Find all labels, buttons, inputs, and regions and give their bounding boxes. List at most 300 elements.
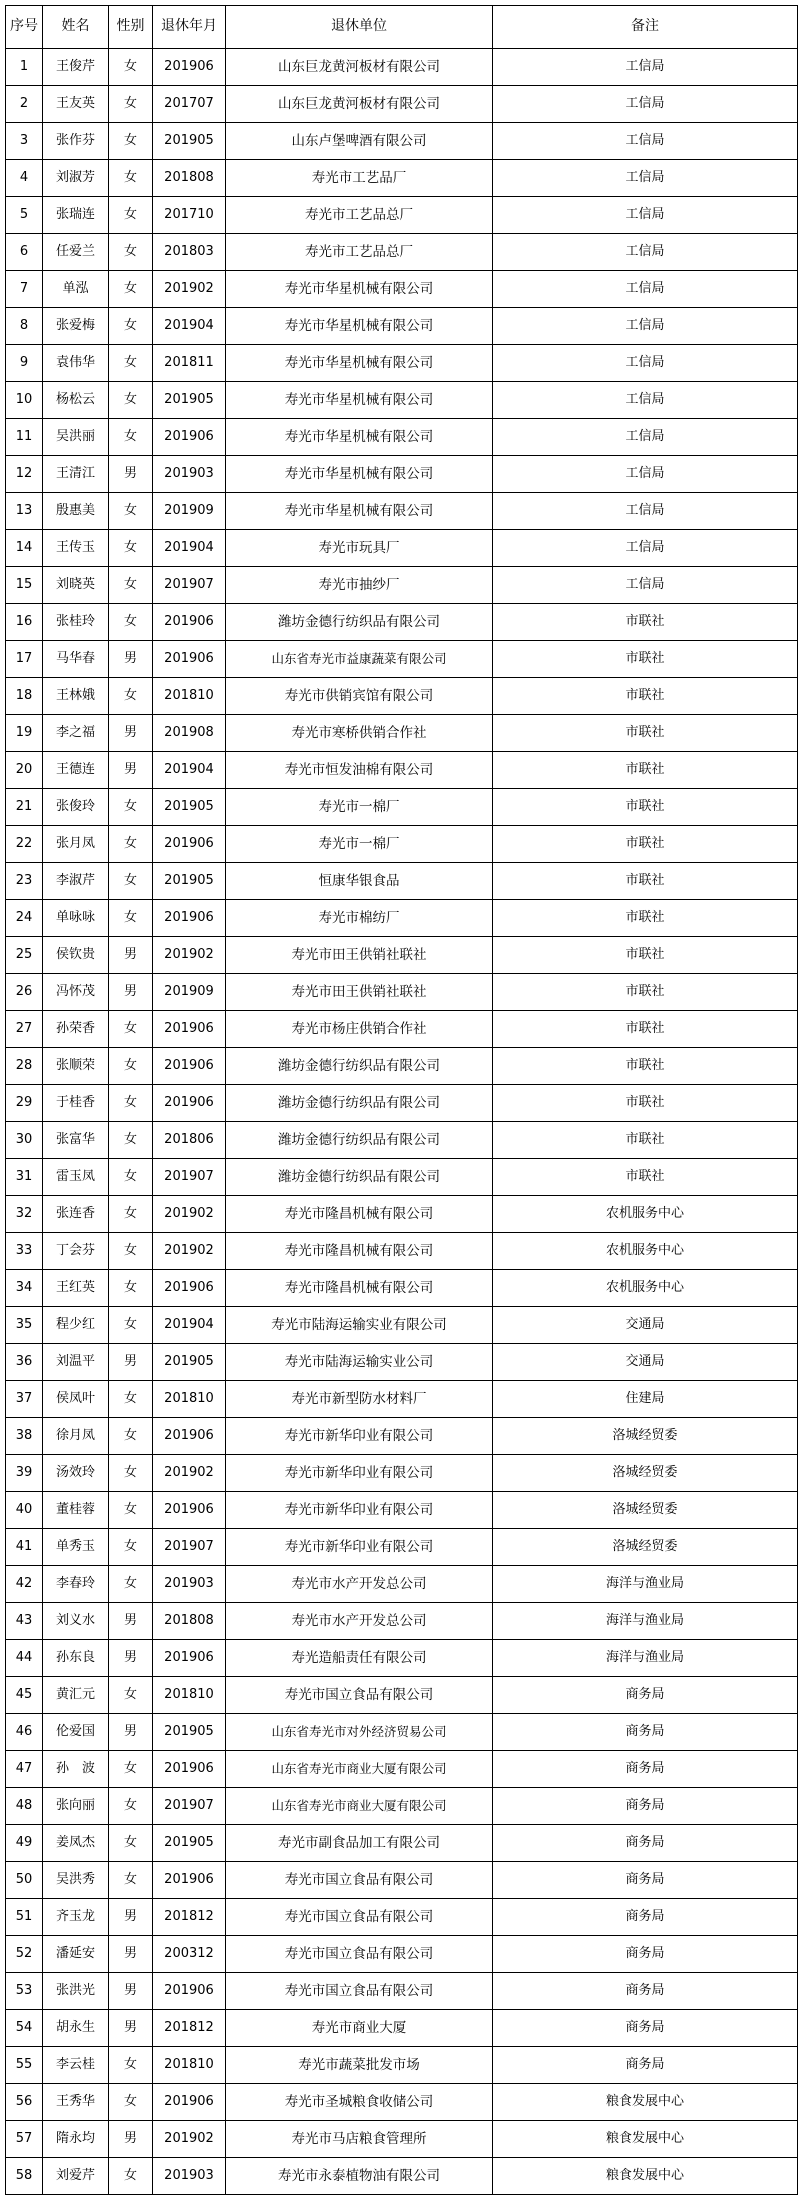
cell-serial-no: 40 [6, 1492, 43, 1529]
table-row [6, 49, 798, 86]
table-row [6, 1714, 798, 1751]
cell-serial-no: 48 [6, 1788, 43, 1825]
cell-remarks: 市联社 [493, 715, 798, 752]
cell-retire-unit: 山东省寿光市对外经济贸易公司 [226, 1714, 493, 1751]
cell-retire-date: 201902 [153, 1233, 226, 1270]
cell-retire-unit: 寿光市田王供销社联社 [226, 937, 493, 974]
header-retire-unit: 退休单位 [226, 6, 493, 49]
cell-retire-date: 201906 [153, 1270, 226, 1307]
cell-retire-unit: 寿光市蔬菜批发市场 [226, 2047, 493, 2084]
cell-retire-date: 201812 [153, 1899, 226, 1936]
cell-name: 程少红 [43, 1307, 109, 1344]
table-row [6, 715, 798, 752]
cell-retire-date: 201810 [153, 1677, 226, 1714]
table-row [6, 530, 798, 567]
table-row [6, 382, 798, 419]
cell-retire-unit: 寿光市华星机械有限公司 [226, 419, 493, 456]
cell-serial-no: 29 [6, 1085, 43, 1122]
cell-remarks: 商务局 [493, 1677, 798, 1714]
cell-remarks: 工信局 [493, 567, 798, 604]
cell-name: 孙东良 [43, 1640, 109, 1677]
cell-retire-date: 201906 [153, 1011, 226, 1048]
cell-gender: 女 [109, 1159, 153, 1196]
cell-remarks: 洛城经贸委 [493, 1418, 798, 1455]
cell-serial-no: 45 [6, 1677, 43, 1714]
cell-name: 单咏咏 [43, 900, 109, 937]
cell-name: 于桂香 [43, 1085, 109, 1122]
cell-remarks: 海洋与渔业局 [493, 1566, 798, 1603]
cell-gender: 女 [109, 1529, 153, 1566]
table-row [6, 456, 798, 493]
table-row [6, 1677, 798, 1714]
cell-serial-no: 46 [6, 1714, 43, 1751]
table-row [6, 1751, 798, 1788]
cell-retire-unit: 寿光市华星机械有限公司 [226, 456, 493, 493]
table-row [6, 937, 798, 974]
cell-retire-unit: 寿光市水产开发总公司 [226, 1566, 493, 1603]
cell-remarks: 农机服务中心 [493, 1196, 798, 1233]
cell-name: 刘爱芹 [43, 2158, 109, 2195]
cell-retire-unit: 寿光市新型防水材料厂 [226, 1381, 493, 1418]
cell-retire-unit: 寿光市国立食品有限公司 [226, 1677, 493, 1714]
cell-remarks: 市联社 [493, 752, 798, 789]
cell-retire-date: 201903 [153, 456, 226, 493]
cell-retire-unit: 寿光市棉纺厂 [226, 900, 493, 937]
cell-remarks: 市联社 [493, 937, 798, 974]
cell-gender: 女 [109, 123, 153, 160]
table-row [6, 1899, 798, 1936]
cell-retire-unit: 寿光市隆昌机械有限公司 [226, 1270, 493, 1307]
cell-gender: 女 [109, 1825, 153, 1862]
cell-serial-no: 28 [6, 1048, 43, 1085]
cell-retire-date: 201906 [153, 2084, 226, 2121]
cell-remarks: 市联社 [493, 604, 798, 641]
cell-retire-unit: 寿光市陆海运输实业公司 [226, 1344, 493, 1381]
cell-retire-date: 201906 [153, 641, 226, 678]
cell-name: 任爱兰 [43, 234, 109, 271]
cell-retire-unit: 寿光市华星机械有限公司 [226, 382, 493, 419]
cell-gender: 男 [109, 1899, 153, 1936]
cell-name: 张瑞连 [43, 197, 109, 234]
cell-retire-unit: 寿光市一棉厂 [226, 789, 493, 826]
cell-remarks: 交通局 [493, 1344, 798, 1381]
cell-gender: 女 [109, 345, 153, 382]
cell-remarks: 工信局 [493, 197, 798, 234]
cell-gender: 女 [109, 1270, 153, 1307]
cell-serial-no: 4 [6, 160, 43, 197]
table-row [6, 493, 798, 530]
cell-serial-no: 35 [6, 1307, 43, 1344]
cell-retire-date: 201904 [153, 752, 226, 789]
table-row [6, 1159, 798, 1196]
cell-retire-date: 201906 [153, 1862, 226, 1899]
cell-serial-no: 52 [6, 1936, 43, 1973]
cell-serial-no: 33 [6, 1233, 43, 1270]
cell-remarks: 市联社 [493, 789, 798, 826]
cell-gender: 男 [109, 1603, 153, 1640]
cell-remarks: 市联社 [493, 826, 798, 863]
cell-gender: 女 [109, 1381, 153, 1418]
cell-retire-unit: 寿光市圣城粮食收储公司 [226, 2084, 493, 2121]
table-row [6, 1640, 798, 1677]
cell-remarks: 工信局 [493, 123, 798, 160]
cell-retire-date: 201905 [153, 123, 226, 160]
cell-gender: 女 [109, 493, 153, 530]
table-row [6, 1492, 798, 1529]
cell-remarks: 市联社 [493, 974, 798, 1011]
cell-serial-no: 2 [6, 86, 43, 123]
header-remarks: 备注 [493, 6, 798, 49]
cell-retire-unit: 寿光市华星机械有限公司 [226, 345, 493, 382]
cell-serial-no: 41 [6, 1529, 43, 1566]
cell-name: 雷玉凤 [43, 1159, 109, 1196]
cell-serial-no: 5 [6, 197, 43, 234]
cell-retire-unit: 寿光市一棉厂 [226, 826, 493, 863]
cell-remarks: 市联社 [493, 1122, 798, 1159]
cell-name: 齐玉龙 [43, 1899, 109, 1936]
cell-name: 姜凤杰 [43, 1825, 109, 1862]
cell-remarks: 粮食发展中心 [493, 2121, 798, 2158]
cell-retire-date: 201904 [153, 530, 226, 567]
cell-retire-unit: 寿光造船责任有限公司 [226, 1640, 493, 1677]
cell-retire-date: 201902 [153, 2121, 226, 2158]
cell-gender: 女 [109, 1011, 153, 1048]
cell-retire-date: 201906 [153, 1640, 226, 1677]
cell-name: 刘晓英 [43, 567, 109, 604]
cell-gender: 男 [109, 715, 153, 752]
cell-retire-unit: 潍坊金德行纺织品有限公司 [226, 1122, 493, 1159]
cell-name: 刘淑芳 [43, 160, 109, 197]
cell-remarks: 商务局 [493, 1862, 798, 1899]
cell-retire-date: 201907 [153, 567, 226, 604]
cell-retire-unit: 寿光市永泰植物油有限公司 [226, 2158, 493, 2195]
cell-retire-unit: 寿光市供销宾馆有限公司 [226, 678, 493, 715]
cell-retire-date: 201905 [153, 1714, 226, 1751]
cell-serial-no: 50 [6, 1862, 43, 1899]
table-row [6, 271, 798, 308]
cell-retire-unit: 恒康华银食品 [226, 863, 493, 900]
cell-serial-no: 1 [6, 49, 43, 86]
cell-remarks: 工信局 [493, 49, 798, 86]
cell-remarks: 粮食发展中心 [493, 2158, 798, 2195]
cell-name: 殷惠美 [43, 493, 109, 530]
cell-name: 王清江 [43, 456, 109, 493]
cell-name: 张顺荣 [43, 1048, 109, 1085]
cell-retire-unit: 寿光市工艺品厂 [226, 160, 493, 197]
cell-retire-date: 200312 [153, 1936, 226, 1973]
cell-gender: 女 [109, 1455, 153, 1492]
cell-serial-no: 3 [6, 123, 43, 160]
cell-retire-unit: 寿光市华星机械有限公司 [226, 493, 493, 530]
cell-retire-date: 201905 [153, 863, 226, 900]
table-row [6, 1418, 798, 1455]
cell-serial-no: 22 [6, 826, 43, 863]
cell-retire-unit: 寿光市抽纱厂 [226, 567, 493, 604]
cell-serial-no: 19 [6, 715, 43, 752]
header-name: 姓名 [43, 6, 109, 49]
cell-remarks: 市联社 [493, 678, 798, 715]
cell-serial-no: 23 [6, 863, 43, 900]
cell-gender: 女 [109, 826, 153, 863]
cell-gender: 女 [109, 1862, 153, 1899]
cell-retire-unit: 寿光市商业大厦 [226, 2010, 493, 2047]
cell-serial-no: 37 [6, 1381, 43, 1418]
cell-name: 张作芬 [43, 123, 109, 160]
cell-serial-no: 10 [6, 382, 43, 419]
cell-remarks: 工信局 [493, 419, 798, 456]
cell-remarks: 市联社 [493, 1085, 798, 1122]
table-row [6, 1529, 798, 1566]
cell-name: 王俊芹 [43, 49, 109, 86]
cell-name: 张俊玲 [43, 789, 109, 826]
cell-name: 汤效玲 [43, 1455, 109, 1492]
cell-retire-unit: 潍坊金德行纺织品有限公司 [226, 1048, 493, 1085]
cell-retire-date: 201906 [153, 1418, 226, 1455]
cell-retire-unit: 寿光市玩具厂 [226, 530, 493, 567]
table-row [6, 2121, 798, 2158]
cell-remarks: 工信局 [493, 160, 798, 197]
cell-remarks: 工信局 [493, 345, 798, 382]
cell-remarks: 市联社 [493, 1159, 798, 1196]
cell-gender: 男 [109, 1714, 153, 1751]
cell-serial-no: 55 [6, 2047, 43, 2084]
cell-retire-date: 201905 [153, 1825, 226, 1862]
table-row [6, 1122, 798, 1159]
cell-remarks: 粮食发展中心 [493, 2084, 798, 2121]
cell-retire-date: 201810 [153, 678, 226, 715]
cell-gender: 女 [109, 1048, 153, 1085]
header-row [6, 6, 798, 49]
cell-remarks: 市联社 [493, 1011, 798, 1048]
cell-remarks: 商务局 [493, 2047, 798, 2084]
cell-retire-unit: 寿光市副食品加工有限公司 [226, 1825, 493, 1862]
cell-retire-date: 201906 [153, 419, 226, 456]
cell-retire-date: 201905 [153, 1344, 226, 1381]
cell-remarks: 农机服务中心 [493, 1233, 798, 1270]
cell-retire-unit: 寿光市马店粮食管理所 [226, 2121, 493, 2158]
cell-gender: 女 [109, 2158, 153, 2195]
cell-name: 袁伟华 [43, 345, 109, 382]
cell-serial-no: 53 [6, 1973, 43, 2010]
cell-retire-unit: 寿光市国立食品有限公司 [226, 1936, 493, 1973]
cell-name: 王友英 [43, 86, 109, 123]
cell-remarks: 市联社 [493, 863, 798, 900]
cell-serial-no: 8 [6, 308, 43, 345]
cell-retire-unit: 寿光市新华印业有限公司 [226, 1418, 493, 1455]
cell-retire-unit: 山东省寿光市益康蔬菜有限公司 [226, 641, 493, 678]
cell-name: 侯钦贵 [43, 937, 109, 974]
cell-name: 孙 波 [43, 1751, 109, 1788]
cell-name: 李之福 [43, 715, 109, 752]
cell-name: 李淑芹 [43, 863, 109, 900]
cell-retire-date: 201906 [153, 1085, 226, 1122]
cell-name: 张爱梅 [43, 308, 109, 345]
cell-retire-unit: 寿光市华星机械有限公司 [226, 308, 493, 345]
header-gender: 性别 [109, 6, 153, 49]
cell-retire-unit: 寿光市陆海运输实业有限公司 [226, 1307, 493, 1344]
cell-retire-date: 201812 [153, 2010, 226, 2047]
cell-serial-no: 12 [6, 456, 43, 493]
table-row [6, 826, 798, 863]
cell-remarks: 工信局 [493, 86, 798, 123]
cell-serial-no: 44 [6, 1640, 43, 1677]
cell-gender: 女 [109, 863, 153, 900]
cell-retire-date: 201909 [153, 974, 226, 1011]
table-row [6, 900, 798, 937]
cell-name: 张洪光 [43, 1973, 109, 2010]
cell-gender: 女 [109, 1196, 153, 1233]
cell-gender: 女 [109, 1751, 153, 1788]
cell-name: 张桂玲 [43, 604, 109, 641]
cell-retire-date: 201808 [153, 160, 226, 197]
cell-name: 隋永均 [43, 2121, 109, 2158]
cell-retire-unit: 寿光市杨庄供销合作社 [226, 1011, 493, 1048]
cell-name: 王德连 [43, 752, 109, 789]
cell-retire-unit: 寿光市新华印业有限公司 [226, 1529, 493, 1566]
cell-gender: 女 [109, 1492, 153, 1529]
cell-serial-no: 58 [6, 2158, 43, 2195]
cell-retire-date: 201904 [153, 308, 226, 345]
cell-remarks: 交通局 [493, 1307, 798, 1344]
cell-retire-date: 201907 [153, 1788, 226, 1825]
cell-gender: 男 [109, 2010, 153, 2047]
cell-retire-unit: 寿光市隆昌机械有限公司 [226, 1196, 493, 1233]
cell-name: 张连香 [43, 1196, 109, 1233]
table-row [6, 308, 798, 345]
cell-remarks: 市联社 [493, 900, 798, 937]
cell-gender: 女 [109, 2047, 153, 2084]
cell-retire-date: 201902 [153, 1455, 226, 1492]
cell-remarks: 商务局 [493, 1788, 798, 1825]
cell-serial-no: 34 [6, 1270, 43, 1307]
cell-serial-no: 14 [6, 530, 43, 567]
cell-gender: 女 [109, 678, 153, 715]
cell-serial-no: 16 [6, 604, 43, 641]
cell-remarks: 工信局 [493, 271, 798, 308]
table-body [6, 49, 798, 2195]
cell-serial-no: 21 [6, 789, 43, 826]
cell-name: 张向丽 [43, 1788, 109, 1825]
cell-retire-date: 201909 [153, 493, 226, 530]
table-row [6, 604, 798, 641]
cell-remarks: 工信局 [493, 493, 798, 530]
cell-serial-no: 39 [6, 1455, 43, 1492]
cell-name: 单秀玉 [43, 1529, 109, 1566]
cell-name: 张富华 [43, 1122, 109, 1159]
cell-retire-date: 201906 [153, 1048, 226, 1085]
cell-name: 王红英 [43, 1270, 109, 1307]
cell-retire-unit: 山东卢堡啤酒有限公司 [226, 123, 493, 160]
table-row [6, 1862, 798, 1899]
cell-name: 王传玉 [43, 530, 109, 567]
cell-retire-date: 201905 [153, 382, 226, 419]
cell-gender: 女 [109, 900, 153, 937]
cell-name: 黄汇元 [43, 1677, 109, 1714]
cell-remarks: 商务局 [493, 1751, 798, 1788]
cell-remarks: 洛城经贸委 [493, 1529, 798, 1566]
cell-retire-date: 201803 [153, 234, 226, 271]
cell-name: 胡永生 [43, 2010, 109, 2047]
cell-gender: 男 [109, 1936, 153, 1973]
cell-serial-no: 49 [6, 1825, 43, 1862]
cell-serial-no: 56 [6, 2084, 43, 2121]
cell-gender: 女 [109, 1233, 153, 1270]
cell-retire-unit: 寿光市新华印业有限公司 [226, 1492, 493, 1529]
cell-gender: 男 [109, 1973, 153, 2010]
cell-remarks: 市联社 [493, 641, 798, 678]
table-row [6, 789, 798, 826]
cell-name: 孙荣香 [43, 1011, 109, 1048]
cell-name: 吴洪秀 [43, 1862, 109, 1899]
cell-retire-date: 201902 [153, 1196, 226, 1233]
cell-retire-unit: 山东省寿光市商业大厦有限公司 [226, 1788, 493, 1825]
cell-name: 吴洪丽 [43, 419, 109, 456]
table-row [6, 1603, 798, 1640]
table-row [6, 567, 798, 604]
table-row [6, 1344, 798, 1381]
cell-gender: 女 [109, 419, 153, 456]
cell-remarks: 洛城经贸委 [493, 1492, 798, 1529]
cell-gender: 男 [109, 641, 153, 678]
cell-serial-no: 42 [6, 1566, 43, 1603]
cell-name: 刘义水 [43, 1603, 109, 1640]
cell-retire-unit: 寿光市工艺品总厂 [226, 197, 493, 234]
cell-serial-no: 54 [6, 2010, 43, 2047]
table-row [6, 1011, 798, 1048]
cell-remarks: 商务局 [493, 1899, 798, 1936]
cell-remarks: 农机服务中心 [493, 1270, 798, 1307]
cell-remarks: 商务局 [493, 1825, 798, 1862]
table-row [6, 123, 798, 160]
cell-gender: 女 [109, 197, 153, 234]
cell-name: 单泓 [43, 271, 109, 308]
cell-gender: 女 [109, 530, 153, 567]
cell-retire-date: 201906 [153, 1492, 226, 1529]
cell-retire-unit: 寿光市国立食品有限公司 [226, 1899, 493, 1936]
cell-name: 李春玲 [43, 1566, 109, 1603]
cell-gender: 男 [109, 752, 153, 789]
cell-retire-date: 201903 [153, 2158, 226, 2195]
cell-gender: 女 [109, 1566, 153, 1603]
cell-serial-no: 30 [6, 1122, 43, 1159]
table-row [6, 2158, 798, 2195]
cell-gender: 女 [109, 1418, 153, 1455]
cell-gender: 女 [109, 604, 153, 641]
table-row [6, 641, 798, 678]
cell-serial-no: 25 [6, 937, 43, 974]
cell-remarks: 工信局 [493, 308, 798, 345]
cell-name: 王林娥 [43, 678, 109, 715]
cell-gender: 男 [109, 974, 153, 1011]
cell-retire-date: 201710 [153, 197, 226, 234]
cell-retire-date: 201907 [153, 1529, 226, 1566]
cell-gender: 女 [109, 789, 153, 826]
cell-retire-unit: 山东巨龙黄河板材有限公司 [226, 49, 493, 86]
cell-gender: 男 [109, 1640, 153, 1677]
table-row [6, 419, 798, 456]
cell-retire-unit: 潍坊金德行纺织品有限公司 [226, 1085, 493, 1122]
cell-retire-date: 201810 [153, 2047, 226, 2084]
table-row [6, 197, 798, 234]
cell-retire-unit: 寿光市恒发油棉有限公司 [226, 752, 493, 789]
table-header [6, 6, 798, 49]
cell-retire-unit: 寿光市新华印业有限公司 [226, 1455, 493, 1492]
cell-gender: 女 [109, 160, 153, 197]
cell-retire-unit: 寿光市隆昌机械有限公司 [226, 1233, 493, 1270]
table-row [6, 1196, 798, 1233]
cell-gender: 男 [109, 1344, 153, 1381]
cell-retire-date: 201906 [153, 49, 226, 86]
